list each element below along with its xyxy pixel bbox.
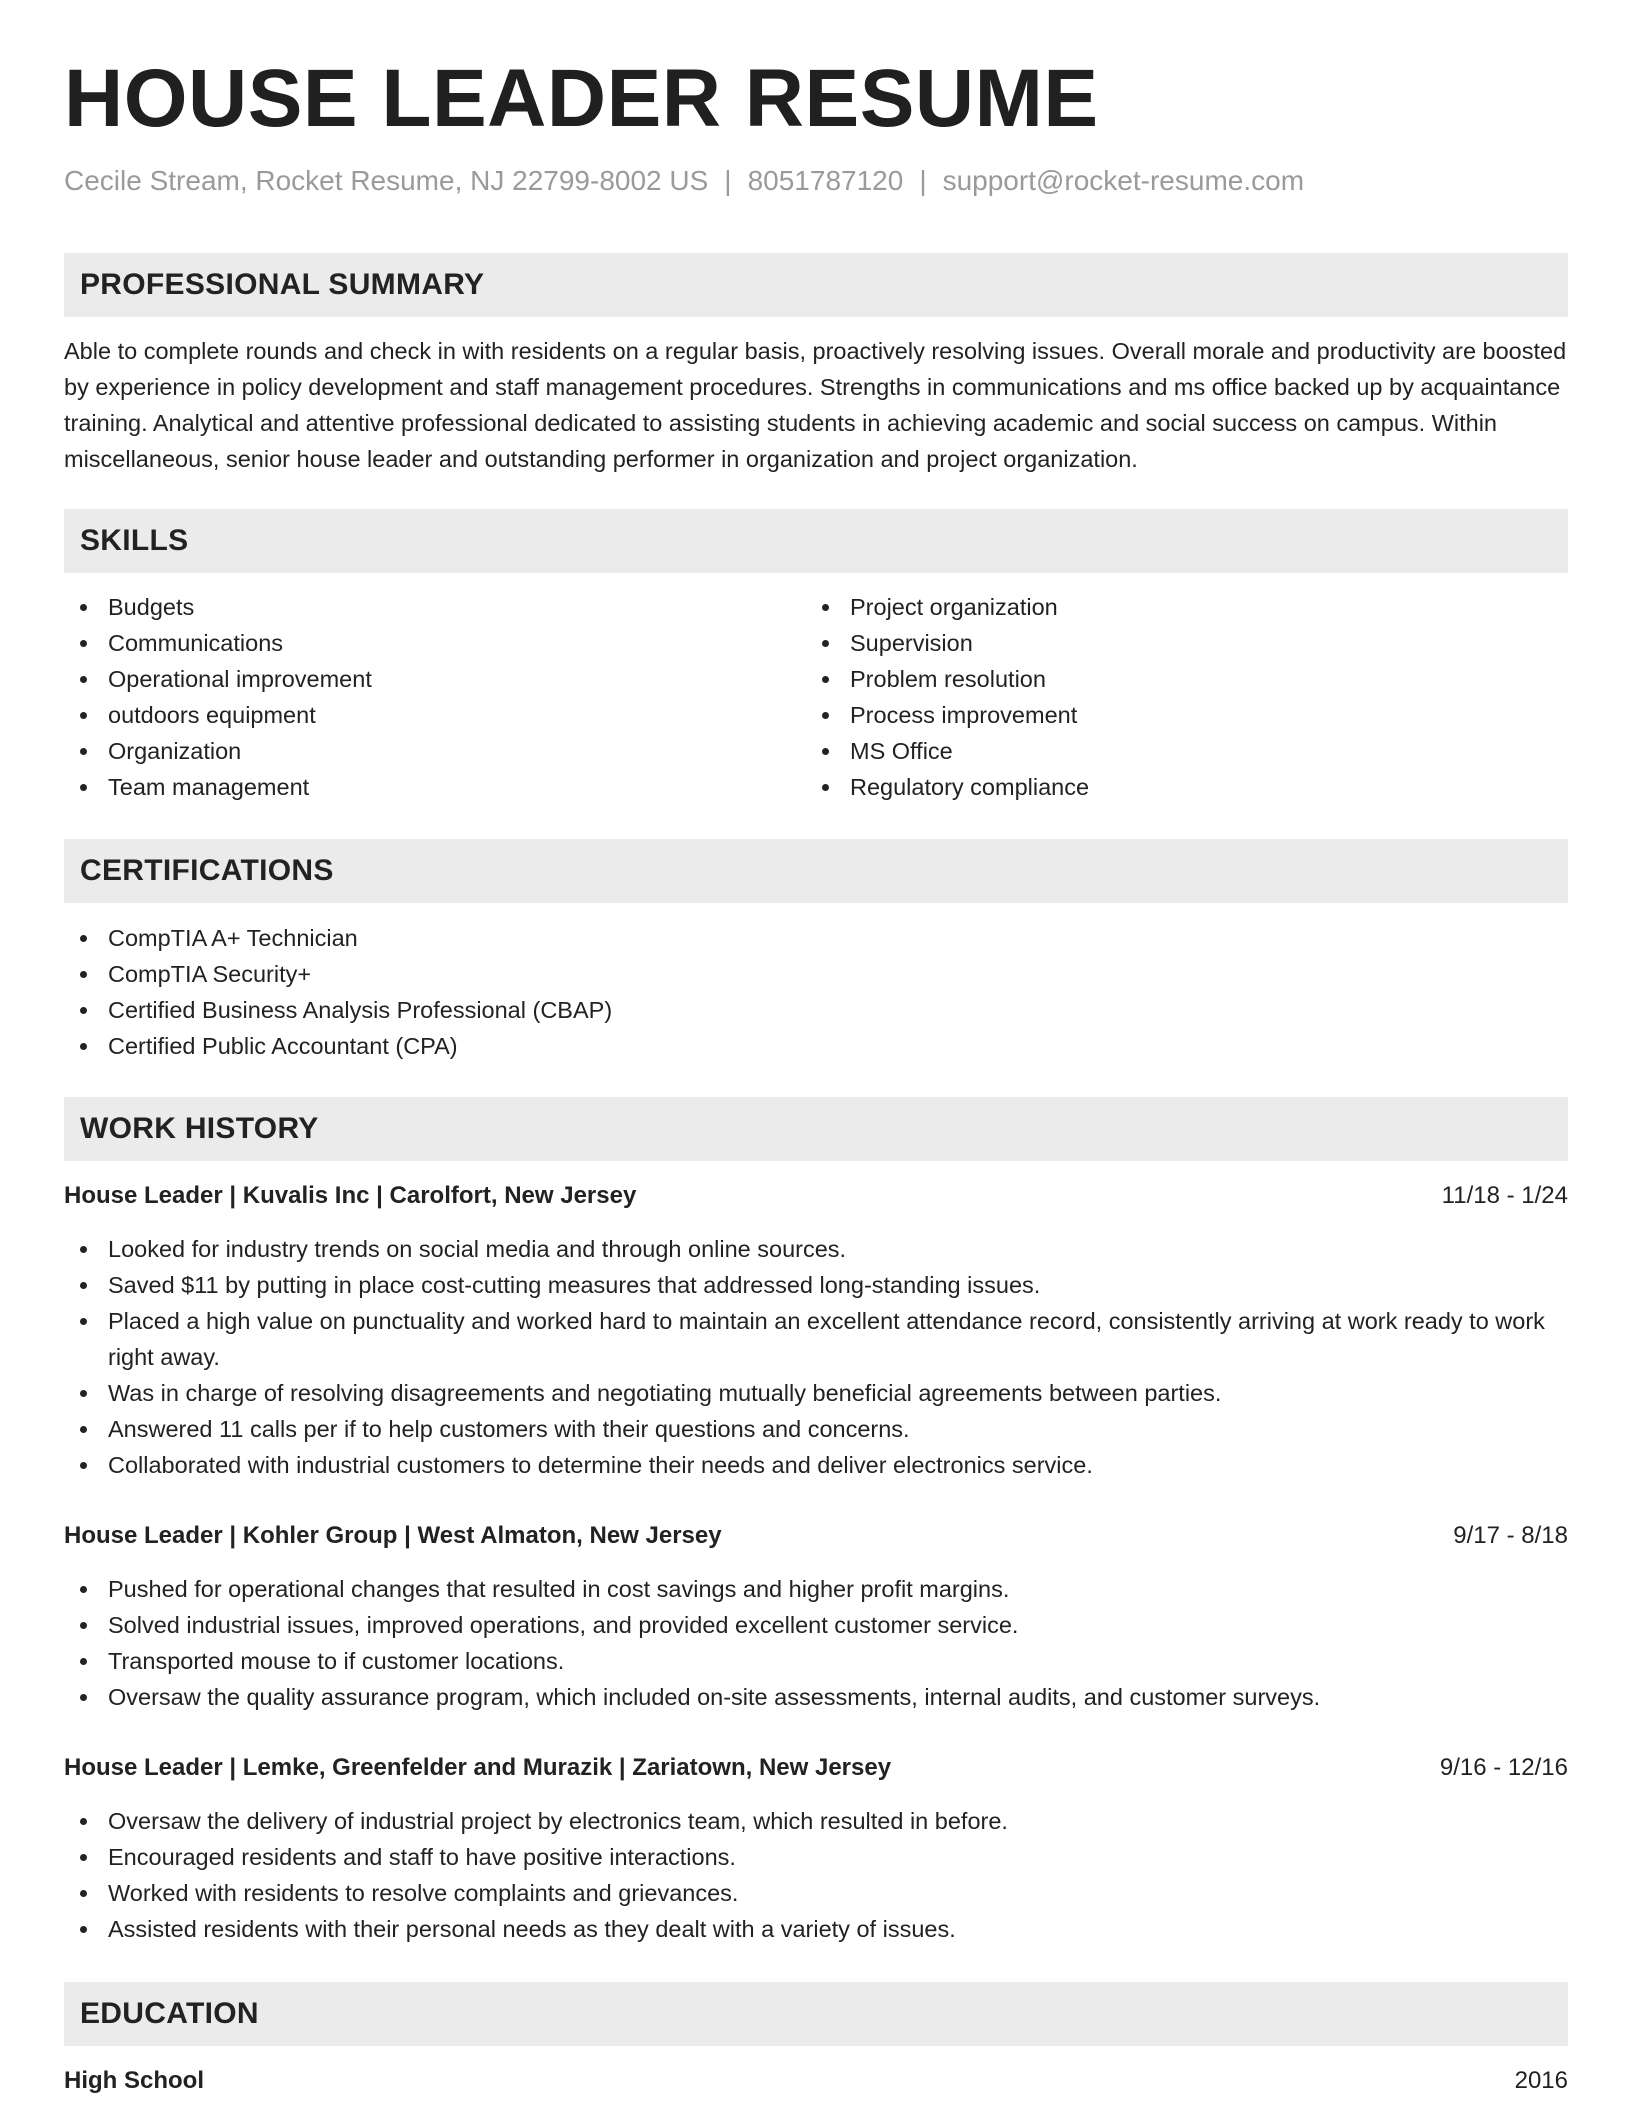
skill-item: Budgets xyxy=(64,589,804,625)
job-bullet: Assisted residents with their personal needs as they dealt with a variety of issues. xyxy=(64,1911,1568,1947)
job-bullet: Saved $11 by putting in place cost-cutting measures that addressed long-standing issues. xyxy=(64,1267,1568,1303)
skill-item: Project organization xyxy=(806,589,1546,625)
certifications-list xyxy=(64,920,1568,1064)
job-title-text: House Leader | Kuvalis Inc | Carolfort, New Jersey xyxy=(64,1182,637,1209)
skill-item: Supervision xyxy=(806,625,1546,661)
job-bullet: Collaborated with industrial customers to determine their needs and deliver electronics service. xyxy=(64,1447,1568,1483)
job-dates: 9/16 - 12/16 xyxy=(1439,1754,1568,1781)
skill-item: outdoors equipment xyxy=(64,697,804,733)
job-dates: 9/17 - 8/18 xyxy=(1453,1522,1568,1549)
education-entry xyxy=(64,2063,1568,2099)
contact-phone: 8051787120 xyxy=(747,165,904,196)
skills-list-right xyxy=(806,589,1546,805)
education-heading: EDUCATION xyxy=(64,1982,1568,2046)
education-degree: High School xyxy=(64,2067,204,2094)
summary-heading: PROFESSIONAL SUMMARY xyxy=(64,253,1568,317)
job-title xyxy=(64,1178,1568,1214)
job-bullet: Solved industrial issues, improved operations, and provided excellent customer service. xyxy=(64,1607,1568,1643)
skill-item: Communications xyxy=(64,625,804,661)
job-bullet: Oversaw the quality assurance program, which included on-site assessments, internal audits, and customer surveys. xyxy=(64,1679,1568,1715)
contact-email[interactable]: support@rocket-resume.com xyxy=(942,165,1305,196)
skill-item: Organization xyxy=(64,733,804,769)
job-bullet: Encouraged residents and staff to have positive interactions. xyxy=(64,1839,1568,1875)
job-bullet: Was in charge of resolving disagreements and negotiating mutually beneficial agreements between parties. xyxy=(64,1375,1568,1411)
job-title xyxy=(64,1750,1568,1786)
contact-separator: | xyxy=(724,165,732,196)
contact-line xyxy=(64,167,1304,195)
resume-title: HOUSE LEADER RESUME xyxy=(64,53,1099,144)
skill-item: Team management xyxy=(64,769,804,805)
job-bullet: Answered 11 calls per if to help customers with their questions and concerns. xyxy=(64,1411,1568,1447)
certification-item: Certified Business Analysis Professional (CBAP) xyxy=(64,992,1568,1028)
job-bullet: Pushed for operational changes that resulted in cost savings and higher profit margins. xyxy=(64,1571,1568,1607)
job-bullets xyxy=(64,1231,1568,1483)
job-bullets xyxy=(64,1571,1568,1715)
job-bullet: Looked for industry trends on social media and through online sources. xyxy=(64,1231,1568,1267)
summary-text: Able to complete rounds and check in with residents on a regular basis, proactively resolving issues. Overall morale and productivity are boosted by experience in policy development and staff management procedures. Strengths in communications and ms office backed up by acquaintance training. Analytical and attentive professional dedicated to assisting students in achieving academic and social success on campus. Within miscellaneous, senior house leader and outstanding performer in organization and project organization. xyxy=(64,338,1567,472)
job-dates: 11/18 - 1/24 xyxy=(1441,1182,1568,1209)
skills-heading: SKILLS xyxy=(64,509,1568,573)
skills-list-left xyxy=(64,589,804,805)
job-bullets xyxy=(64,1803,1568,1947)
certification-item: Certified Public Accountant (CPA) xyxy=(64,1028,1568,1064)
job-bullet: Placed a high value on punctuality and worked hard to maintain an excellent attendance record, consistently arriving at work ready to work right away. xyxy=(64,1303,1568,1375)
certification-item: CompTIA A+ Technician xyxy=(64,920,1568,956)
certifications-heading: CERTIFICATIONS xyxy=(64,839,1568,903)
skill-item: Process improvement xyxy=(806,697,1546,733)
work-history-heading: WORK HISTORY xyxy=(64,1097,1568,1161)
contact-address: Cecile Stream, Rocket Resume, NJ 22799-8002 US xyxy=(64,165,709,196)
job-bullet: Worked with residents to resolve complaints and grievances. xyxy=(64,1875,1568,1911)
job-title xyxy=(64,1518,1568,1554)
certification-item: CompTIA Security+ xyxy=(64,956,1568,992)
job-bullet: Transported mouse to if customer locations. xyxy=(64,1643,1568,1679)
education-year: 2016 xyxy=(1514,2067,1568,2094)
job-title-text: House Leader | Lemke, Greenfelder and Murazik | Zariatown, New Jersey xyxy=(64,1754,892,1781)
skill-item: Operational improvement xyxy=(64,661,804,697)
contact-separator: | xyxy=(919,165,927,196)
skill-item: Regulatory compliance xyxy=(806,769,1546,805)
skill-item: MS Office xyxy=(806,733,1546,769)
skill-item: Problem resolution xyxy=(806,661,1546,697)
job-bullet: Oversaw the delivery of industrial project by electronics team, which resulted in before. xyxy=(64,1803,1568,1839)
job-title-text: House Leader | Kohler Group | West Almaton, New Jersey xyxy=(64,1522,722,1549)
